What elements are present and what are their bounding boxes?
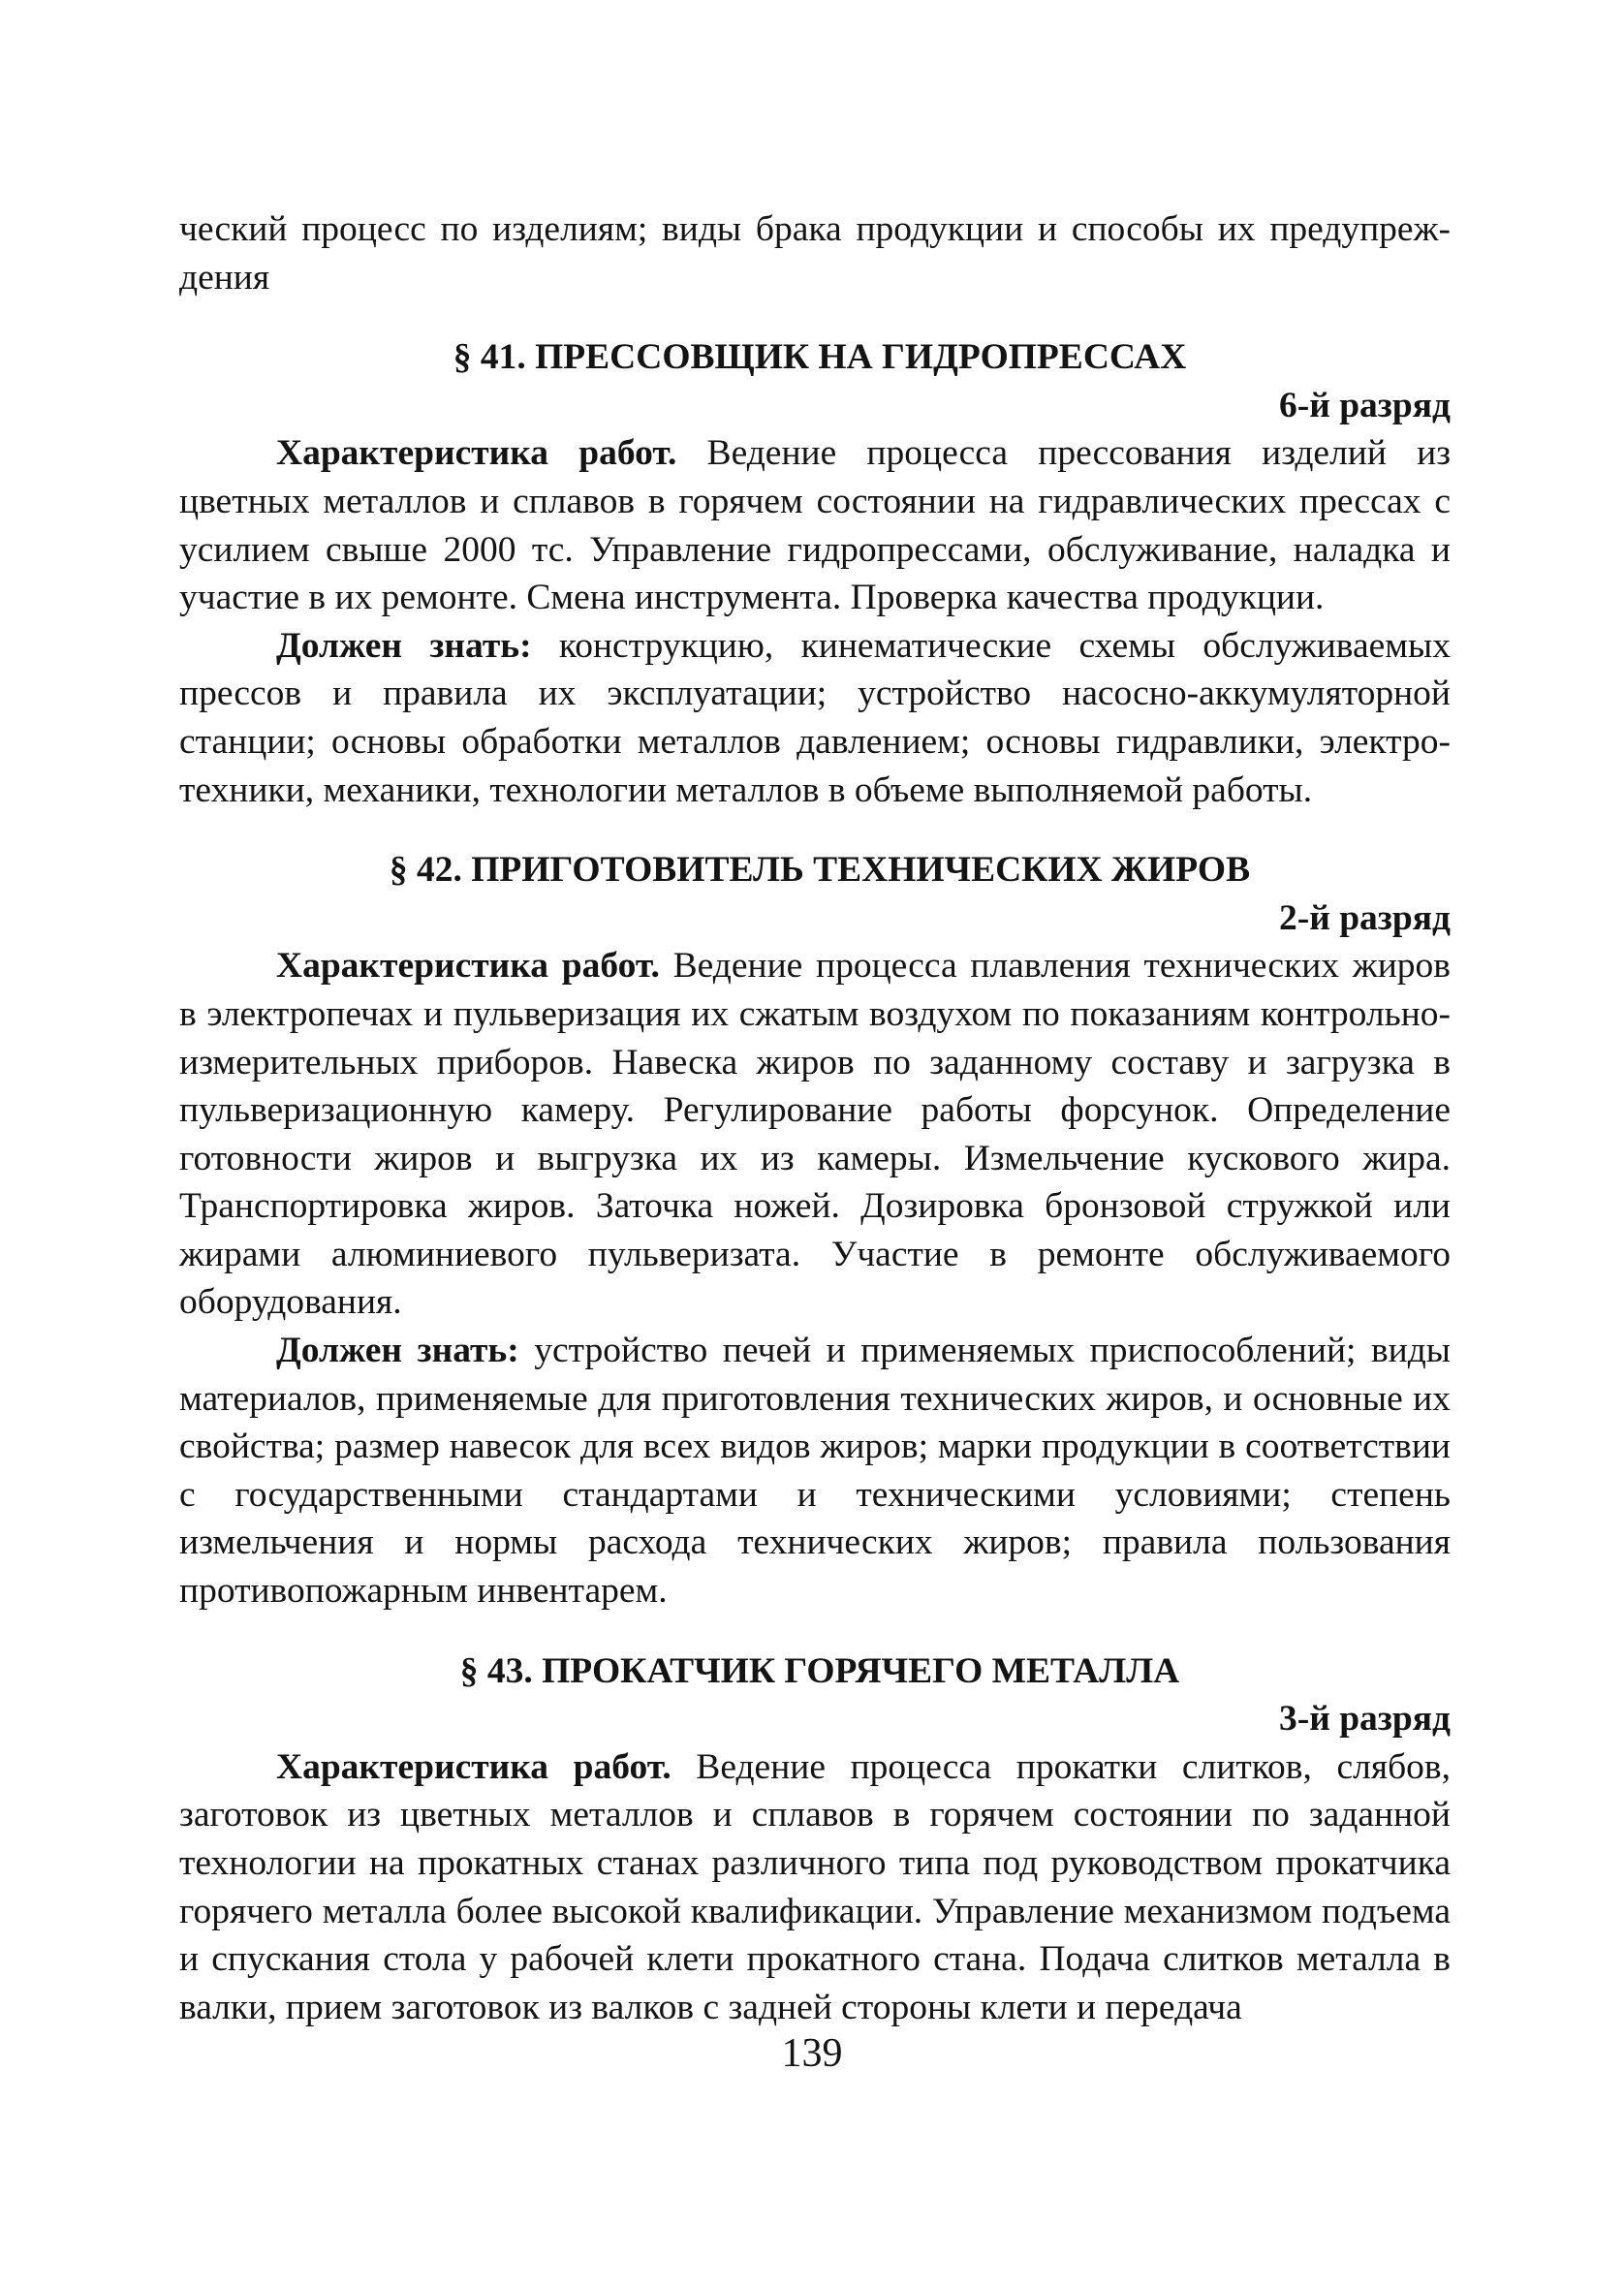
work-characteristic-text: Ведение процесса прокатки слитков, слябов, заготовок из цветных металлов и сплавов в горячем состоянии по заданной технологии на прокатных станах различного типа под руководством прокатчика горячего металла более высокой квалификации. Управление механизмом подъема и спускания стола у рабочей клети прокатного стана. Подача слитков металла в валки, прием заготовок из валков с задней стороны клети и передача (179, 1746, 1451, 2027)
section-title: § 42. ПРИГОТОВИТЕЛЬ ТЕХНИЧЕСКИХ ЖИРОВ (389, 850, 1251, 891)
section-title: § 41. ПРЕССОВЩИК НА ГИДРОПРЕССАХ (453, 337, 1187, 378)
section-43 (179, 1647, 1451, 2032)
work-characteristic-paragraph (179, 429, 1451, 621)
page-body (179, 205, 1451, 2031)
must-know-label: Должен знать: (276, 625, 532, 666)
page-number: 139 (781, 2031, 843, 2076)
must-know-paragraph (179, 622, 1451, 814)
section-title: § 43. ПРОКАТЧИК ГОРЯЧЕГО МЕТАЛЛА (459, 1650, 1180, 1691)
work-characteristic-label: Характеристика работ. (276, 1746, 671, 1787)
must-know-label: Должен знать: (276, 1331, 519, 1371)
work-characteristic-text: Ведение процесса прессования изделий из цветных металлов и сплавов в горячем состоянии на гидравлических прессах с усилием свыше 2000 тс. Управление гидропрессами, обслуживание, наладка и участие в их ремонте. Смена инструмента. Проверка качества продукции. (179, 433, 1452, 618)
must-know-text: конструкцию, кинематические схемы обслуживаемых прессов и правила их эксплуатации; устройство насосно-аккумуляторной станции; основы обработки металлов давлением; основы гидравлики, электротехники, механики, технологии металлов в объеме выполняемой работы. (179, 625, 1451, 810)
work-characteristic-label: Характеристика работ. (276, 433, 677, 474)
intro-paragraph: ческий процесс по изделиям; виды брака продукции и способы их предупреждения (179, 209, 1451, 298)
work-characteristic-text: Ведение процесса плавления технических жиров в электропечах и пульверизация их сжатым воздухом по показаниям контрольно-измерительных приборов. Навеска жиров по заданному составу и загрузка в пульверизационную камеру. Регулирование работы форсунок. Определение готовности жиров и выгрузка их из камеры. Измельчение кускового жира. Транспортировка жиров. Заточка ножей. Дозировка бронзовой стружкой или жирами алюминиевого пульверизата. Участие в ремонте обслуживаемого оборудования. (179, 946, 1451, 1323)
work-characteristic-paragraph (179, 942, 1451, 1327)
grade-label: 6-й разряд (1278, 385, 1451, 425)
grade-label: 2-й разряд (1278, 897, 1451, 938)
grade-label: 3-й разряд (1278, 1699, 1451, 1740)
work-characteristic-paragraph (179, 1743, 1451, 2032)
must-know-paragraph (179, 1327, 1451, 1616)
section-41 (179, 333, 1451, 814)
must-know-text: устройство печей и применяемых приспособлений; виды материалов, применяемые для приготовления технических жиров, и основные их свойства; размер навесок для всех видов жиров; марки продукции в соответствии с государственными стандартами и техническими условиями; степень измельчения и нормы расхода технических жиров; правила пользования противопожарным инвентарем. (179, 1331, 1451, 1612)
section-42 (179, 846, 1451, 1616)
work-characteristic-label: Характеристика работ. (276, 946, 660, 987)
